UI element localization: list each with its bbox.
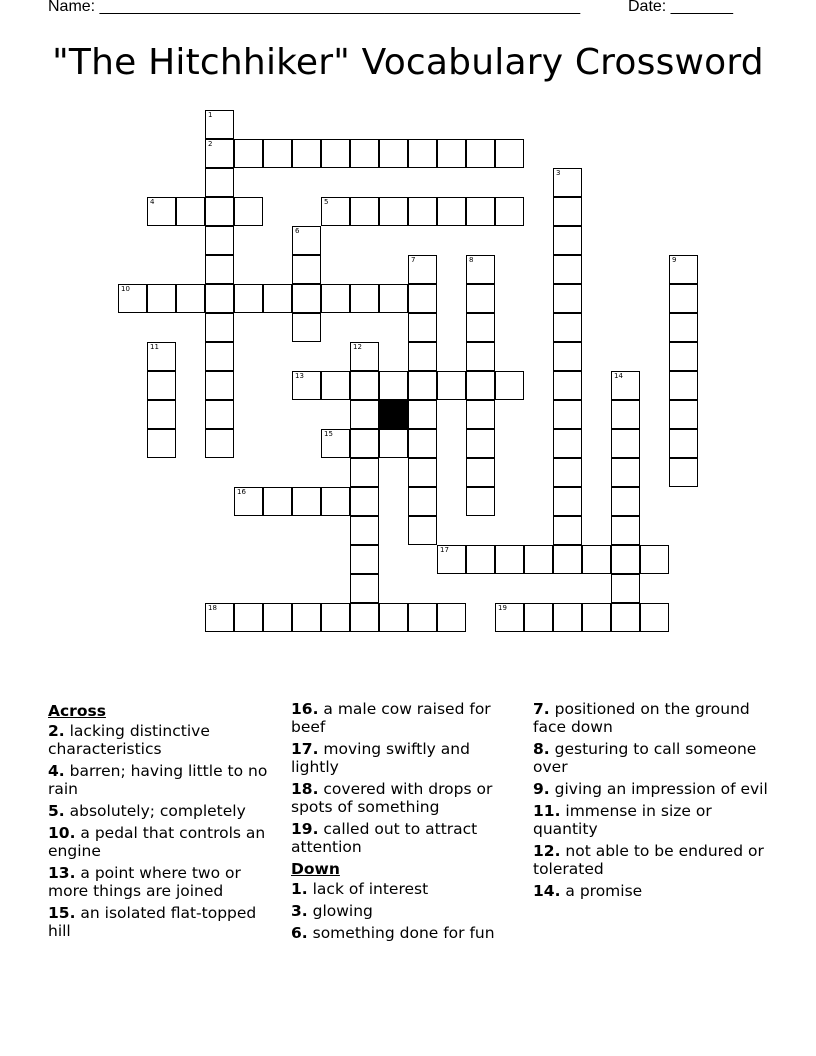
- clue-across-2: [48, 722, 276, 758]
- grid-cell[interactable]: [147, 342, 176, 371]
- clue-across-18: [291, 780, 519, 816]
- cell-number: 14: [614, 372, 623, 380]
- down-heading: Down: [291, 860, 340, 878]
- clue-number: 17.: [291, 740, 319, 758]
- clue-number: 7.: [533, 700, 550, 718]
- grid-cell[interactable]: [669, 371, 698, 400]
- grid-cell[interactable]: [350, 342, 379, 371]
- grid-cell[interactable]: [669, 400, 698, 429]
- grid-cell[interactable]: [437, 371, 466, 400]
- grid-cell[interactable]: [582, 545, 611, 574]
- grid-cell[interactable]: [205, 313, 234, 342]
- clue-number: 4.: [48, 762, 65, 780]
- clue-down-14: [533, 882, 769, 900]
- grid-cell[interactable]: [466, 284, 495, 313]
- grid-cell[interactable]: [147, 371, 176, 400]
- grid-cell[interactable]: [292, 603, 321, 632]
- grid-cell[interactable]: [495, 197, 524, 226]
- grid-cell[interactable]: [350, 458, 379, 487]
- grid-cell[interactable]: [611, 603, 640, 632]
- cell-number: 6: [295, 227, 300, 235]
- grid-cell[interactable]: [350, 371, 379, 400]
- clue-text: covered with drops or spots of something: [291, 780, 493, 816]
- name-field-label: Name: ______________________________________________________: [48, 0, 581, 15]
- clue-down-11: [533, 802, 769, 838]
- grid-cell[interactable]: [669, 458, 698, 487]
- clue-across-16: [291, 700, 519, 736]
- grid-cell[interactable]: [553, 313, 582, 342]
- grid-cell[interactable]: [176, 197, 205, 226]
- clue-across-10: [48, 824, 276, 860]
- grid-cell[interactable]: [611, 458, 640, 487]
- grid-cell[interactable]: [466, 458, 495, 487]
- cell-number: 5: [324, 198, 329, 206]
- grid-cell[interactable]: [292, 371, 321, 400]
- grid-cell[interactable]: [234, 603, 263, 632]
- grid-cell[interactable]: [350, 516, 379, 545]
- clue-number: 15.: [48, 904, 76, 922]
- grid-cell[interactable]: [350, 400, 379, 429]
- grid-cell[interactable]: [611, 429, 640, 458]
- grid-cell[interactable]: [408, 458, 437, 487]
- clue-number: 12.: [533, 842, 561, 860]
- grid-cell[interactable]: [611, 545, 640, 574]
- grid-cell[interactable]: [379, 371, 408, 400]
- clue-number: 19.: [291, 820, 319, 838]
- grid-cell[interactable]: [640, 545, 669, 574]
- clue-number: 16.: [291, 700, 319, 718]
- grid-cell[interactable]: [263, 139, 292, 168]
- clue-across-13: [48, 864, 276, 900]
- grid-cell[interactable]: [350, 429, 379, 458]
- clue-number: 8.: [533, 740, 550, 758]
- grid-cell[interactable]: [437, 139, 466, 168]
- grid-cell[interactable]: [408, 487, 437, 516]
- grid-cell[interactable]: [466, 197, 495, 226]
- clue-text: lack of interest: [312, 880, 429, 898]
- grid-cell[interactable]: [553, 429, 582, 458]
- clue-text: a promise: [565, 882, 643, 900]
- grid-cell[interactable]: [205, 429, 234, 458]
- grid-cell[interactable]: [350, 545, 379, 574]
- grid-cell[interactable]: [292, 487, 321, 516]
- grid-cell[interactable]: [466, 313, 495, 342]
- grid-cell[interactable]: [263, 487, 292, 516]
- grid-cell[interactable]: [466, 342, 495, 371]
- clue-down-8: [533, 740, 769, 776]
- clue-number: 6.: [291, 924, 308, 942]
- grid-cell[interactable]: [205, 110, 234, 139]
- cell-number: 16: [237, 488, 246, 496]
- clue-number: 5.: [48, 802, 65, 820]
- grid-cell[interactable]: [553, 342, 582, 371]
- clue-number: 11.: [533, 802, 561, 820]
- across-heading: Across: [48, 702, 106, 720]
- grid-cell[interactable]: [611, 371, 640, 400]
- clue-text: gesturing to call someone over: [533, 740, 757, 776]
- cell-number: 9: [672, 256, 677, 264]
- grid-cell[interactable]: [321, 197, 350, 226]
- grid-cell[interactable]: [292, 284, 321, 313]
- grid-cell[interactable]: [408, 197, 437, 226]
- grid-cell[interactable]: [205, 226, 234, 255]
- grid-cell[interactable]: [553, 545, 582, 574]
- grid-cell[interactable]: [669, 342, 698, 371]
- grid-cell[interactable]: [292, 313, 321, 342]
- clue-across-4: [48, 762, 276, 798]
- grid-cell[interactable]: [321, 139, 350, 168]
- clues-column-2: [291, 700, 519, 946]
- grid-cell[interactable]: [205, 371, 234, 400]
- cell-number: 4: [150, 198, 155, 206]
- cell-number: 12: [353, 343, 362, 351]
- grid-cell[interactable]: [350, 139, 379, 168]
- grid-cell[interactable]: [408, 429, 437, 458]
- grid-cell[interactable]: [553, 284, 582, 313]
- grid-cell[interactable]: [611, 516, 640, 545]
- grid-cell[interactable]: [147, 400, 176, 429]
- clue-number: 9.: [533, 780, 550, 798]
- clue-number: 18.: [291, 780, 319, 798]
- grid-cell[interactable]: [553, 255, 582, 284]
- grid-cell[interactable]: [408, 255, 437, 284]
- grid-cell[interactable]: [408, 342, 437, 371]
- grid-cell[interactable]: [669, 284, 698, 313]
- clue-text: a pedal that controls an engine: [48, 824, 266, 860]
- grid-cell[interactable]: [524, 603, 553, 632]
- grid-cell[interactable]: [147, 284, 176, 313]
- grid-cell[interactable]: [553, 371, 582, 400]
- grid-cell[interactable]: [408, 603, 437, 632]
- grid-cell[interactable]: [524, 545, 553, 574]
- clue-number: 14.: [533, 882, 561, 900]
- cell-number: 17: [440, 546, 449, 554]
- clue-text: lacking distinctive characteristics: [48, 722, 210, 758]
- grid-cell[interactable]: [466, 371, 495, 400]
- cell-number: 11: [150, 343, 159, 351]
- grid-cell[interactable]: [466, 400, 495, 429]
- grid-cell[interactable]: [437, 197, 466, 226]
- clue-number: 13.: [48, 864, 76, 882]
- cell-number: 19: [498, 604, 507, 612]
- clue-text: giving an impression of evil: [554, 780, 768, 798]
- clue-text: called out to attract attention: [291, 820, 478, 856]
- clue-number: 10.: [48, 824, 76, 842]
- grid-cell[interactable]: [408, 400, 437, 429]
- grid-cell[interactable]: [321, 284, 350, 313]
- grid-cell[interactable]: [379, 284, 408, 313]
- clue-number: 3.: [291, 902, 308, 920]
- grid-cell[interactable]: [582, 603, 611, 632]
- grid-cell[interactable]: [553, 458, 582, 487]
- black-grid-cell: [379, 400, 408, 429]
- grid-cell[interactable]: [205, 603, 234, 632]
- clue-text: barren; having little to no rain: [48, 762, 268, 798]
- grid-cell[interactable]: [350, 574, 379, 603]
- grid-cell[interactable]: [408, 284, 437, 313]
- grid-cell[interactable]: [611, 574, 640, 603]
- cell-number: 13: [295, 372, 304, 380]
- grid-cell[interactable]: [147, 197, 176, 226]
- grid-cell[interactable]: [379, 197, 408, 226]
- clue-text: absolutely; completely: [69, 802, 246, 820]
- clue-down-1: [291, 880, 519, 898]
- grid-cell[interactable]: [437, 603, 466, 632]
- cell-number: 10: [121, 285, 130, 293]
- clue-down-6: [291, 924, 519, 942]
- grid-cell[interactable]: [495, 545, 524, 574]
- grid-cell[interactable]: [379, 429, 408, 458]
- grid-cell[interactable]: [234, 487, 263, 516]
- grid-cell[interactable]: [553, 197, 582, 226]
- grid-cell[interactable]: [553, 516, 582, 545]
- clue-number: 1.: [291, 880, 308, 898]
- grid-cell[interactable]: [466, 429, 495, 458]
- grid-cell[interactable]: [495, 371, 524, 400]
- grid-cell[interactable]: [437, 545, 466, 574]
- grid-cell[interactable]: [553, 603, 582, 632]
- cell-number: 18: [208, 604, 217, 612]
- grid-cell[interactable]: [292, 226, 321, 255]
- cell-number: 3: [556, 169, 561, 177]
- clue-down-7: [533, 700, 769, 736]
- grid-cell[interactable]: [205, 342, 234, 371]
- clue-text: moving swiftly and lightly: [291, 740, 470, 776]
- clue-text: a male cow raised for beef: [291, 700, 491, 736]
- grid-cell[interactable]: [234, 139, 263, 168]
- grid-cell[interactable]: [669, 255, 698, 284]
- grid-cell[interactable]: [408, 516, 437, 545]
- grid-cell[interactable]: [321, 603, 350, 632]
- grid-cell[interactable]: [205, 284, 234, 313]
- clue-text: not able to be endured or tolerated: [533, 842, 764, 878]
- cell-number: 7: [411, 256, 416, 264]
- grid-cell[interactable]: [669, 313, 698, 342]
- grid-cell[interactable]: [466, 545, 495, 574]
- grid-cell[interactable]: [176, 284, 205, 313]
- grid-cell[interactable]: [292, 139, 321, 168]
- grid-cell[interactable]: [553, 226, 582, 255]
- grid-cell[interactable]: [118, 284, 147, 313]
- clue-text: glowing: [312, 902, 373, 920]
- clues-column-3: [533, 700, 769, 904]
- cell-number: 2: [208, 140, 213, 148]
- clue-number: 2.: [48, 722, 65, 740]
- grid-cell[interactable]: [553, 168, 582, 197]
- cell-number: 8: [469, 256, 474, 264]
- clue-text: a point where two or more things are joined: [48, 864, 241, 900]
- grid-cell[interactable]: [321, 371, 350, 400]
- grid-cell[interactable]: [466, 255, 495, 284]
- grid-cell[interactable]: [350, 603, 379, 632]
- grid-cell[interactable]: [379, 139, 408, 168]
- grid-cell[interactable]: [205, 400, 234, 429]
- grid-cell[interactable]: [408, 139, 437, 168]
- clue-down-3: [291, 902, 519, 920]
- grid-cell[interactable]: [611, 487, 640, 516]
- grid-cell[interactable]: [466, 487, 495, 516]
- grid-cell[interactable]: [205, 168, 234, 197]
- grid-cell[interactable]: [495, 603, 524, 632]
- grid-cell[interactable]: [292, 255, 321, 284]
- cell-number: 1: [208, 111, 213, 119]
- page-title: "The Hitchhiker" Vocabulary Crossword: [52, 42, 764, 83]
- grid-cell[interactable]: [466, 139, 495, 168]
- grid-cell[interactable]: [408, 313, 437, 342]
- grid-cell[interactable]: [234, 197, 263, 226]
- clue-text: positioned on the ground face down: [533, 700, 750, 736]
- grid-cell[interactable]: [611, 400, 640, 429]
- grid-cell[interactable]: [350, 197, 379, 226]
- clue-across-17: [291, 740, 519, 776]
- clue-text: something done for fun: [312, 924, 495, 942]
- clue-across-19: [291, 820, 519, 856]
- clue-down-9: [533, 780, 769, 798]
- grid-cell[interactable]: [350, 284, 379, 313]
- grid-cell[interactable]: [321, 429, 350, 458]
- clue-text: an isolated flat-topped hill: [48, 904, 257, 940]
- grid-cell[interactable]: [495, 139, 524, 168]
- clue-across-15: [48, 904, 276, 940]
- grid-cell[interactable]: [408, 371, 437, 400]
- clue-down-12: [533, 842, 769, 878]
- clue-across-5: [48, 802, 276, 820]
- grid-cell[interactable]: [321, 487, 350, 516]
- cell-number: 15: [324, 430, 333, 438]
- grid-cell[interactable]: [263, 603, 292, 632]
- grid-cell[interactable]: [234, 284, 263, 313]
- grid-cell[interactable]: [205, 197, 234, 226]
- date-field-label: Date: _______: [628, 0, 733, 15]
- clues-column-1: [48, 700, 276, 944]
- grid-cell[interactable]: [205, 139, 234, 168]
- grid-cell[interactable]: [553, 487, 582, 516]
- grid-cell[interactable]: [640, 603, 669, 632]
- grid-cell[interactable]: [205, 255, 234, 284]
- grid-cell[interactable]: [147, 429, 176, 458]
- clue-text: immense in size or quantity: [533, 802, 712, 838]
- grid-cell[interactable]: [669, 429, 698, 458]
- grid-cell[interactable]: [553, 400, 582, 429]
- grid-cell[interactable]: [263, 284, 292, 313]
- grid-cell[interactable]: [350, 487, 379, 516]
- grid-cell[interactable]: [379, 603, 408, 632]
